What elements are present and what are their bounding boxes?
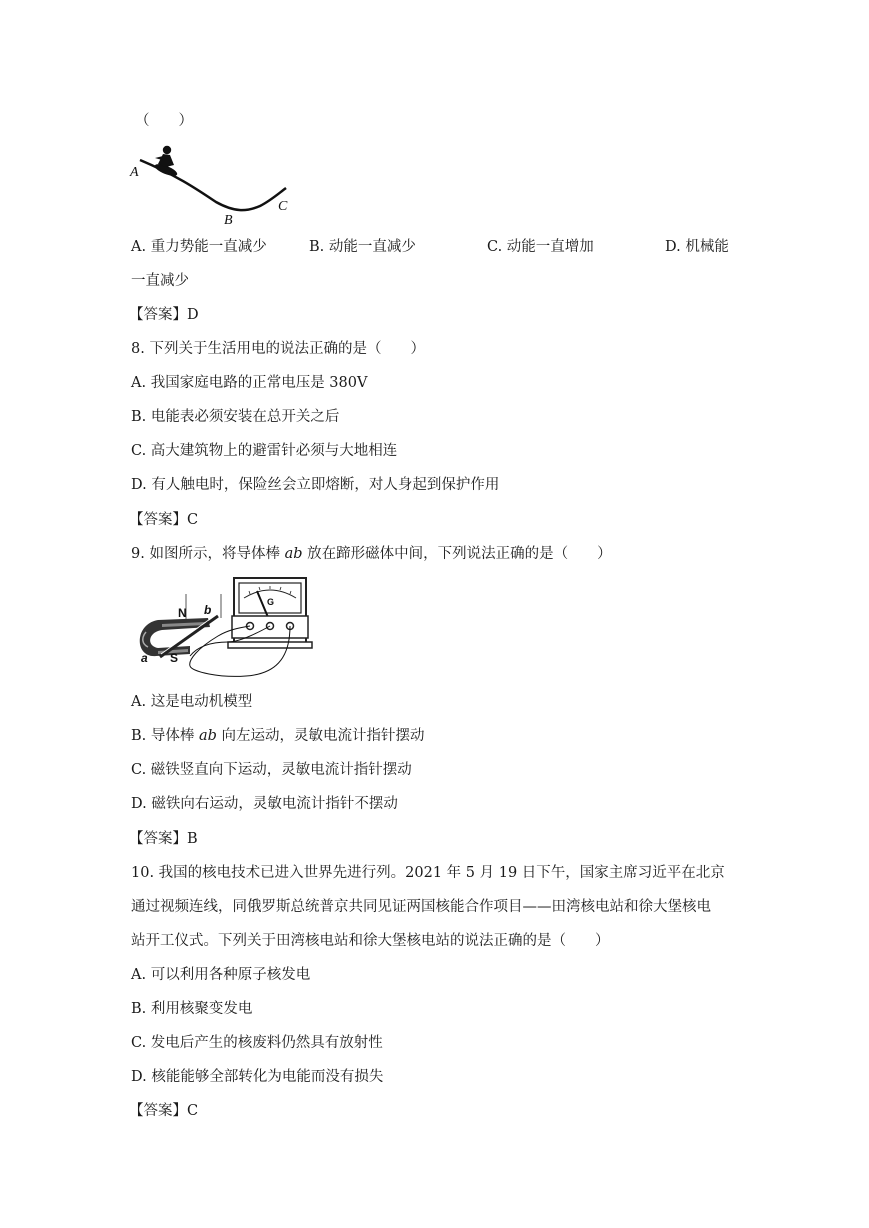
q9-stem-text: 9. 如图所示，将导体棒 [131,546,285,562]
q9-label-a: a [141,651,148,665]
q8-option-b: B. 电能表必须安装在总开关之后 [131,409,340,425]
q9-label-s: S [170,651,179,665]
q7-label-c: C [278,199,288,214]
galvanometer-icon [228,578,312,648]
q9-option-d: D. 磁铁向右运动，灵敏电流计指针不摆动 [131,796,398,812]
q9-answer [129,829,198,849]
q7-option-b: B. 动能一直减少 [309,239,416,255]
q9-label-b: b [204,603,212,617]
q9-label-g: G [267,597,275,607]
answer-label: 【答案】 [129,1103,187,1119]
q8-option-c: C. 高大建筑物上的避雷针必须与大地相连 [131,443,398,459]
q9-option-c: C. 磁铁竖直向下运动，灵敏电流计指针摆动 [131,762,412,778]
q7-option-d-continued: 一直减少 [131,273,189,289]
q7-option-c: C. 动能一直增加 [487,239,594,255]
answer-label: 【答案】 [129,307,187,323]
q7-answer [129,305,199,325]
q9-stem-var: ab [284,546,303,562]
answer-label: 【答案】 [129,831,187,847]
answer-label: 【答案】 [129,512,187,528]
q9-option-b-var: ab [198,728,217,744]
q10-stem-line3: 站开工仪式。下列关于田湾核电站和徐大堡核电站的说法正确的是（ ） [131,933,610,949]
q9-option-a: A. 这是电动机模型 [131,694,253,710]
q7-option-a: A. 重力势能一直减少 [131,239,267,255]
q7-bracket: （ ） [135,113,193,129]
q8-answer [129,510,198,530]
q10-option-d: D. 核能能够全部转化为电能而没有损失 [131,1069,384,1085]
q9-stem [131,544,612,564]
q8-option-a: A. 我国家庭电路的正常电压是 380V [131,375,368,391]
q8-stem: 8. 下列关于生活用电的说法正确的是（ ） [131,341,425,357]
answer-value: C [187,1103,199,1119]
answer-value: D [187,307,199,323]
q7-label-a: A [130,165,139,180]
q9-stem-text-2: 放在蹄形磁体中间，下列说法正确的是（ ） [302,546,612,562]
q9-option-b-text: B. 导体棒 [131,728,199,744]
q10-stem-line1: 10. 我国的核电技术已进入世界先进行列。2021 年 5 月 19 日下午，国家主席习近平在北京 [131,865,725,881]
q10-option-b: B. 利用核聚变发电 [131,1001,253,1017]
q9-option-b [131,726,425,746]
q9-option-b-text-2: 向左运动，灵敏电流计指针摆动 [216,728,425,744]
answer-value: B [187,831,198,847]
q10-stem-line2: 通过视频连线，同俄罗斯总统普京共同见证两国核能合作项目——田湾核电站和徐大堡核电 [131,899,711,915]
q7-slope-figure [128,140,298,228]
q7-option-d: D. 机械能 [665,239,729,255]
q9-label-n: N [178,606,187,620]
q10-option-a: A. 可以利用各种原子核发电 [131,967,311,983]
skier-icon [153,146,178,178]
q9-induction-figure [128,574,318,686]
q8-option-d: D. 有人触电时，保险丝会立即熔断，对人身起到保护作用 [131,477,500,493]
q10-answer [129,1101,198,1121]
q7-label-b: B [224,213,233,228]
answer-value: C [187,512,199,528]
q10-option-c: C. 发电后产生的核废料仍然具有放射性 [131,1035,383,1051]
